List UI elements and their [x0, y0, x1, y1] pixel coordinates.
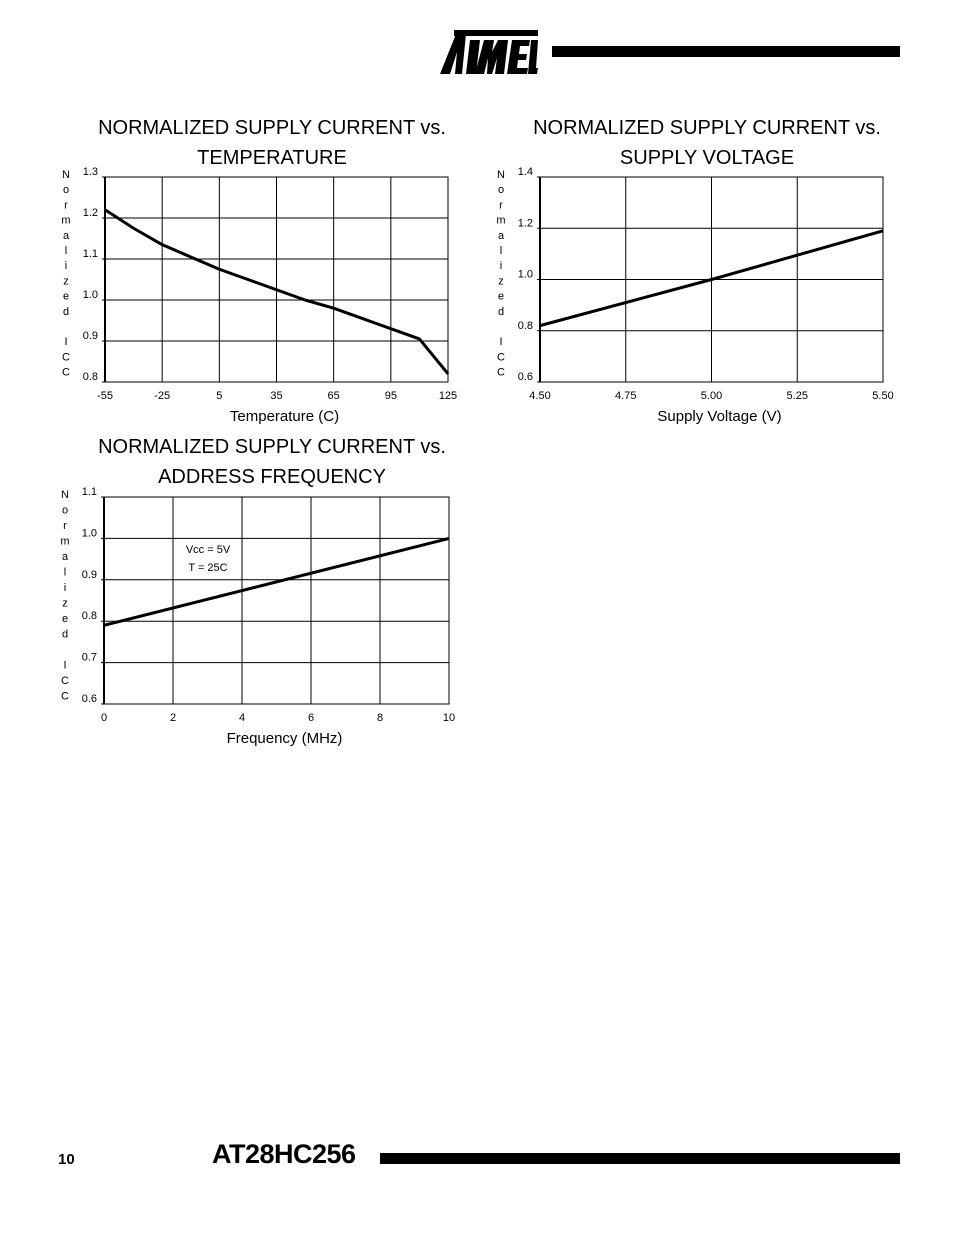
x-tick-label: 5.00	[700, 390, 723, 402]
y-tick-label: 0.8	[82, 371, 98, 383]
y-axis-label-char: m	[496, 214, 506, 227]
annotation-temp: T = 25C	[188, 562, 228, 574]
x-tick-label: 125	[438, 390, 458, 402]
x-tick-label: 8	[376, 712, 384, 724]
y-tick-label: 1.0	[517, 268, 533, 281]
y-axis-label-char: a	[497, 229, 505, 242]
x-tick-label: 2	[169, 712, 177, 724]
y-tick-label: 1.2	[517, 217, 533, 230]
x-tick-label: 5	[216, 390, 223, 402]
y-tick-label: 0.8	[517, 319, 533, 332]
x-axis-title: Temperature (C)	[229, 408, 340, 425]
x-tick-label: 4.75	[615, 390, 637, 402]
x-tick-label: 4.50	[529, 390, 551, 402]
y-axis-label-char: C	[497, 366, 505, 379]
y-axis-label-char: I	[499, 336, 503, 349]
y-tick-label: 0.6	[81, 693, 97, 705]
plot-frame	[104, 497, 449, 704]
y-axis-label-char: l	[64, 245, 68, 257]
x-tick-label: -25	[154, 390, 171, 402]
x-tick-label: 6	[307, 712, 315, 724]
page-number: 10	[58, 1151, 75, 1168]
y-axis-label-char: d	[61, 628, 69, 641]
y-axis-label-char: C	[61, 675, 69, 687]
y-axis-label-char: e	[62, 290, 70, 303]
y-axis-label-char: d	[497, 305, 505, 318]
series-line	[104, 538, 449, 625]
y-axis-label-char: z	[63, 275, 69, 288]
y-axis-label-char: I	[63, 659, 67, 672]
y-axis-label-char: z	[498, 275, 504, 288]
y-tick-label: 1.2	[82, 207, 98, 219]
x-axis-title: Frequency (MHz)	[226, 730, 343, 747]
y-axis-label-char: d	[62, 305, 70, 318]
y-axis-label-char: z	[62, 597, 68, 610]
y-axis-label-char: r	[499, 199, 503, 212]
x-tick-label: 5.50	[872, 390, 894, 402]
y-axis-label-char: l	[63, 566, 67, 579]
y-axis-label-char: N	[62, 169, 70, 181]
y-tick-label: 1.1	[82, 248, 98, 260]
y-axis-label-char: a	[62, 229, 70, 242]
y-axis-label-char: m	[60, 535, 70, 548]
y-tick-label: 0.6	[517, 371, 533, 383]
y-axis-label-char: C	[497, 351, 505, 364]
document-title: AT28HC256	[212, 1139, 356, 1169]
y-axis-label-char: m	[61, 214, 71, 227]
y-axis-label-char: C	[62, 366, 70, 379]
y-tick-label: 1.3	[82, 166, 98, 178]
y-axis-label-char: l	[499, 245, 503, 257]
y-axis-label-char: I	[64, 336, 68, 349]
y-axis-label-char: N	[61, 489, 69, 501]
x-axis-title: Supply Voltage (V)	[657, 408, 782, 425]
y-tick-label: 1.0	[82, 289, 98, 301]
y-axis-label-char: i	[63, 582, 67, 594]
y-axis-label-char: o	[497, 184, 505, 197]
y-axis-label-char: o	[61, 504, 69, 517]
y-axis-label-char: N	[497, 169, 505, 181]
y-tick-label: 1.4	[517, 166, 533, 178]
y-axis-label-char: i	[64, 260, 68, 273]
y-axis-label-char: e	[61, 613, 69, 625]
x-tick-label: 65	[327, 390, 340, 402]
chart-title: NORMALIZED SUPPLY CURRENT vs. ADDRESS FREQUENCY	[98, 436, 446, 488]
y-axis-label-char: o	[62, 184, 70, 197]
x-tick-label: 5.25	[786, 390, 808, 402]
y-tick-label: 1.0	[81, 527, 97, 540]
y-axis-label-char: e	[497, 290, 505, 303]
y-axis-label-char: C	[62, 351, 70, 364]
y-tick-label: 0.7	[81, 651, 97, 664]
x-tick-label: 4	[238, 712, 246, 724]
y-axis-label-char: a	[61, 551, 69, 563]
x-tick-label: 10	[442, 712, 456, 724]
annotation-vcc: Vcc = 5V	[185, 544, 231, 556]
y-tick-label: 0.9	[82, 330, 98, 342]
y-axis-label-char: i	[499, 260, 503, 273]
y-axis-label-char: r	[64, 199, 68, 212]
y-tick-label: 1.1	[81, 486, 97, 498]
x-tick-label: 95	[384, 390, 397, 402]
y-tick-label: 0.9	[81, 568, 97, 581]
footer-rule	[380, 1153, 900, 1164]
y-axis-label-char: r	[63, 520, 67, 532]
x-tick-label: 0	[100, 712, 108, 724]
y-axis-label-char: C	[61, 690, 69, 703]
x-tick-label: 35	[270, 390, 283, 402]
y-tick-label: 0.8	[81, 610, 97, 623]
chart-title: NORMALIZED SUPPLY CURRENT vs. SUPPLY VOLTAGE	[533, 117, 881, 169]
chart-title: NORMALIZED SUPPLY CURRENT vs. TEMPERATURE	[98, 117, 446, 169]
x-tick-label: -55	[97, 390, 113, 402]
